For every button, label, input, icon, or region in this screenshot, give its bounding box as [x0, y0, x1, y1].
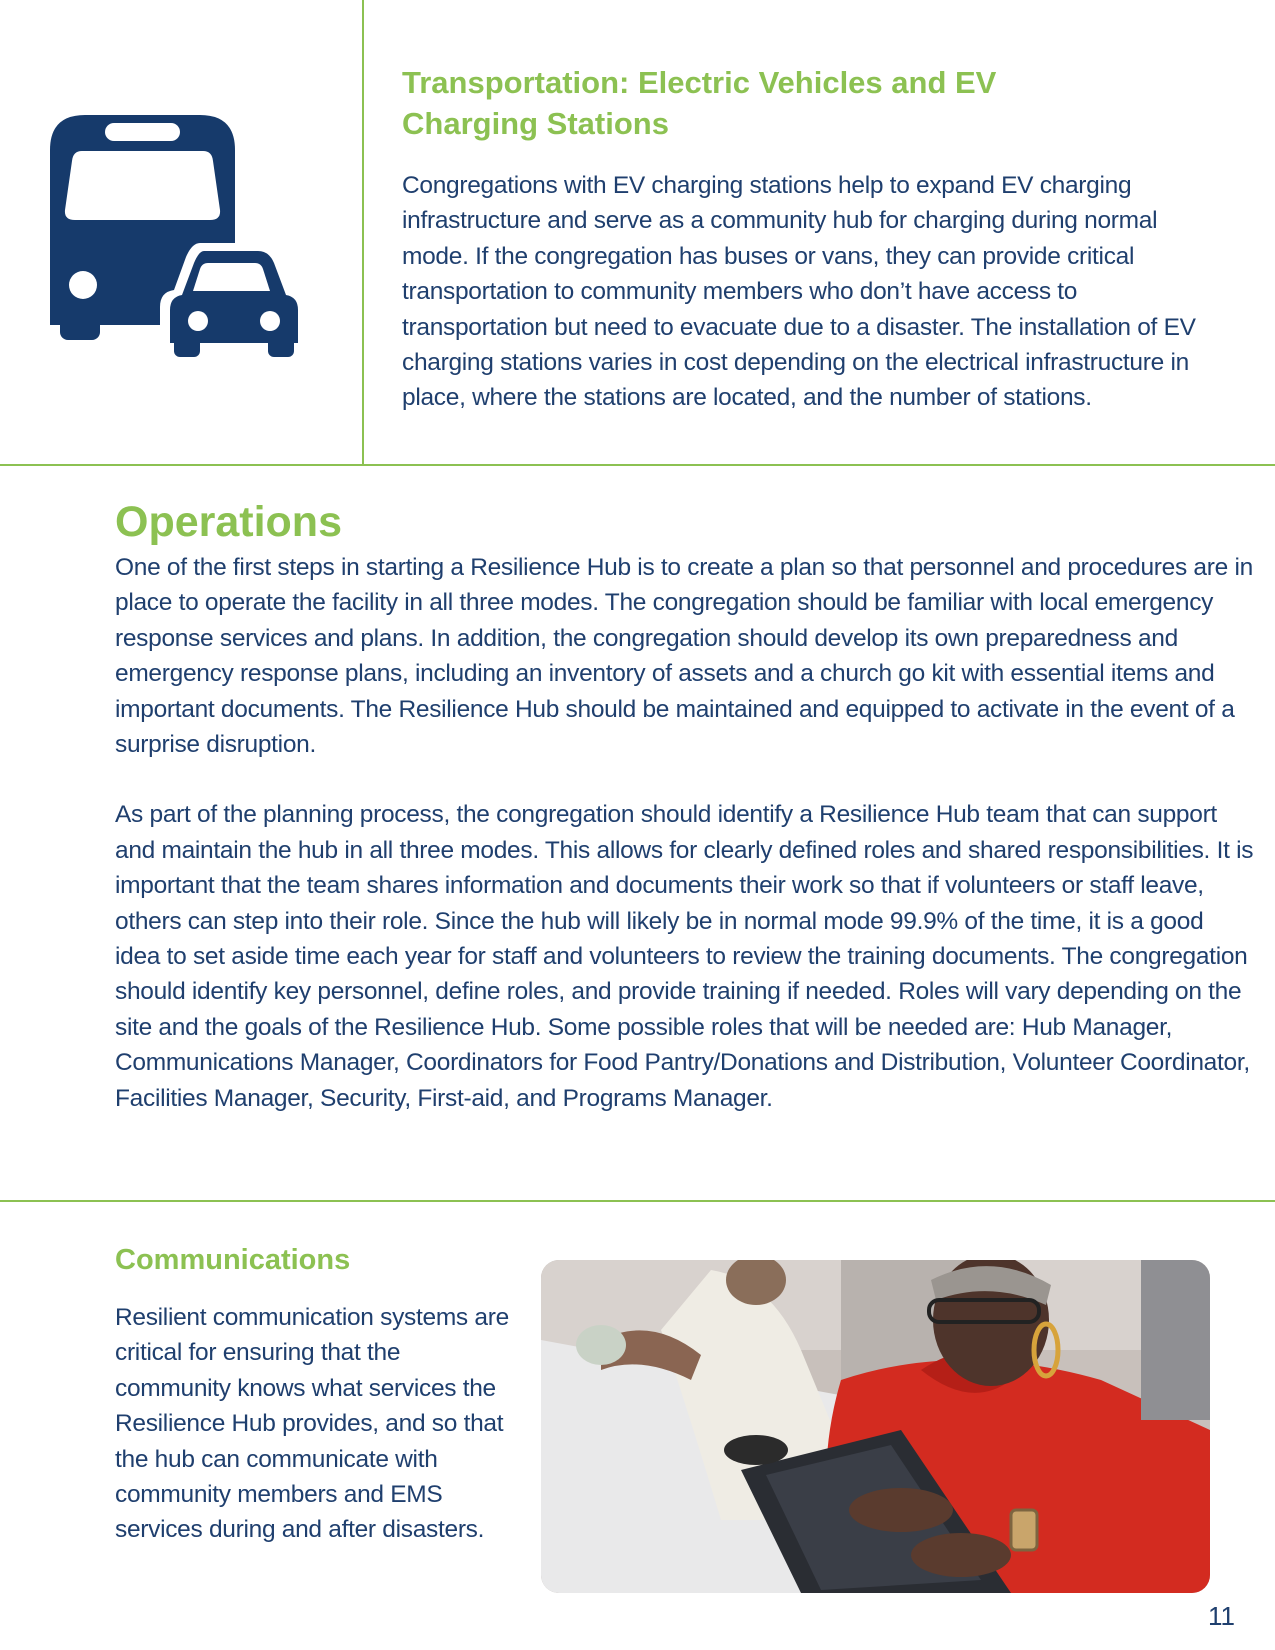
operations-paragraph-1: One of the first steps in starting a Resilience Hub is to create a plan so that personnel and procedures are in place to operate the facility in all three modes. The congregation should be familiar with local emergency response services and plans. In addition, the congregation should develop its own preparedness and emergency response plans, including an inventory of assets and a church go kit with essential items and important documents. The Resilience Hub should be maintained and equipped to activate in the event of a surprise disruption. — [115, 554, 1253, 759]
operations-paragraph-2: As part of the planning process, the congregation should identify a Resilience Hub team that can support and maintain the hub in all three modes. This allows for clearly defined roles and shared responsibilities. It is important that the team shares information and documents their work so that if volunteers or staff leave, others can step into their role. Since the hub will likely be in normal mode 99.9% of the time, it is a good idea to set aside time each year for staff and volunteers to review the training documents. The congregation should identify key personnel, define roles, and provide training if needed. Roles will vary depending on the site and the goals of the Resilience Hub. Some possible roles that will be needed are: Hub Manager, Communications Manager, Coordinators for Food Pantry/Donations and Distribution, Volunteer Coordinator, Facilities Manager, Security, First-aid, and Programs Manager. — [115, 801, 1254, 1112]
photo-illustration — [541, 1260, 1210, 1593]
bus-headlight-left — [69, 271, 97, 299]
car-wheel-right — [268, 337, 294, 357]
transportation-heading: Transportation: Electric Vehicles and EV Charging Stations — [402, 65, 997, 141]
operations-section — [115, 496, 1255, 1151]
transportation-body: Congregations with EV charging stations help to expand EV charging infrastructure and serve as a community hub for charging during normal mode. If the congregation has buses or vans, they can provide critical transportation to community members who don’t have access to transportation but need to evacuate due to a disaster. The installation of EV charging stations varies in cost depending on the electrical infrastructure in place, where the stations are located, and the number of stations. — [402, 172, 1196, 412]
bus-wheel-left — [60, 315, 100, 340]
car-headlight-right — [260, 311, 280, 331]
vertical-divider — [362, 0, 364, 465]
page-number: 11 — [1208, 1601, 1235, 1631]
car-headlight-left — [188, 311, 208, 331]
operations-heading: Operations — [115, 498, 342, 546]
top-section-divider — [0, 464, 1275, 466]
bus-windshield — [65, 151, 220, 220]
communications-heading: Communications — [115, 1244, 351, 1276]
car-windshield — [193, 263, 270, 291]
communications-photo — [541, 1260, 1210, 1593]
bus-roof-sign — [105, 123, 180, 141]
car-wheel-left — [174, 337, 200, 357]
communications-body: Resilient communication systems are critical for ensuring that the community knows what services the Resilience Hub provides, and so that the hub can communicate with community members and EMS services during and after disasters. — [115, 1304, 509, 1544]
middle-section-divider — [0, 1200, 1275, 1202]
communications-section — [115, 1242, 515, 1548]
transportation-section — [402, 62, 1222, 416]
bus-and-car-icon — [50, 115, 310, 375]
